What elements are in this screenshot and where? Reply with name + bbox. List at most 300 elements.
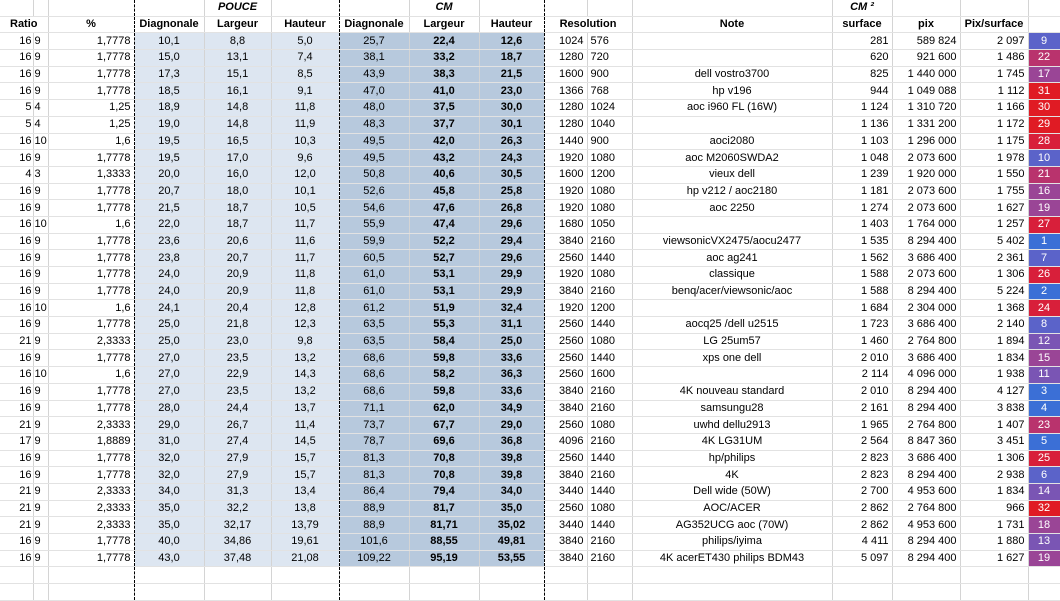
empty-cell (271, 584, 339, 601)
header-resolution: Resolution (544, 16, 632, 33)
rank-cell: 13 (1028, 534, 1060, 551)
surface-cell: 2 862 (832, 517, 892, 534)
diag-in-cell: 19,5 (134, 150, 204, 167)
pix-cell: 921 600 (892, 50, 960, 67)
width-in-cell: 26,7 (204, 417, 271, 434)
height-in-cell: 8,5 (271, 66, 339, 83)
diag-cm-cell: 25,7 (339, 33, 409, 50)
ratio-a-cell: 16 (0, 450, 33, 467)
ratio-b-cell: 3 (33, 166, 48, 183)
ratio-b-cell: 9 (33, 283, 48, 300)
ratio-b-cell: 9 (33, 333, 48, 350)
ratio-a-cell: 16 (0, 200, 33, 217)
res-x-cell: 1920 (544, 267, 587, 284)
width-in-cell: 27,9 (204, 467, 271, 484)
empty-cell (960, 584, 1028, 601)
rank-cell: 30 (1028, 100, 1060, 117)
res-x-cell: 3840 (544, 233, 587, 250)
diag-in-cell: 23,6 (134, 233, 204, 250)
ratio-a-cell: 4 (0, 166, 33, 183)
width-cm-cell: 47,4 (409, 216, 479, 233)
pix-surface-cell: 1 175 (960, 133, 1028, 150)
pix-surface-cell: 2 361 (960, 250, 1028, 267)
note-cell: AOC/ACER (632, 500, 832, 517)
table-row (0, 183, 1060, 200)
rank-cell: 8 (1028, 317, 1060, 334)
res-x-cell: 3440 (544, 483, 587, 500)
height-cm-cell: 53,55 (479, 550, 544, 567)
res-y-cell: 2160 (587, 283, 632, 300)
res-x-cell: 4096 (544, 433, 587, 450)
width-in-cell: 14,8 (204, 100, 271, 117)
width-in-cell: 32,2 (204, 500, 271, 517)
diag-in-cell: 21,5 (134, 200, 204, 217)
rank-cell: 25 (1028, 450, 1060, 467)
width-cm-cell: 59,8 (409, 383, 479, 400)
ratio-percent-cell: 1,7778 (48, 150, 134, 167)
ratio-a-cell: 21 (0, 483, 33, 500)
width-in-cell: 22,9 (204, 367, 271, 384)
ratio-b-cell: 9 (33, 200, 48, 217)
rank-cell: 6 (1028, 467, 1060, 484)
rank-cell: 10 (1028, 150, 1060, 167)
ratio-percent-cell: 1,3333 (48, 166, 134, 183)
note-cell: 4K LG31UM (632, 433, 832, 450)
table-row (0, 433, 1060, 450)
res-x-cell: 1920 (544, 183, 587, 200)
rank-cell: 9 (1028, 33, 1060, 50)
note-cell: uwhd dellu2913 (632, 417, 832, 434)
group-header-cm: CM (409, 0, 479, 16)
res-y-cell: 900 (587, 66, 632, 83)
height-cm-cell: 12,6 (479, 33, 544, 50)
height-cm-cell: 33,6 (479, 383, 544, 400)
height-in-cell: 11,7 (271, 250, 339, 267)
rank-cell: 28 (1028, 133, 1060, 150)
diag-cm-cell: 71,1 (339, 400, 409, 417)
note-cell: benq/acer/viewsonic/aoc (632, 283, 832, 300)
surface-cell: 2 823 (832, 467, 892, 484)
empty-cell (892, 567, 960, 584)
empty-cell (1028, 584, 1060, 601)
height-in-cell: 19,61 (271, 534, 339, 551)
empty-cell (271, 567, 339, 584)
surface-cell: 2 010 (832, 350, 892, 367)
diag-in-cell: 40,0 (134, 534, 204, 551)
width-cm-cell: 37,7 (409, 116, 479, 133)
height-cm-cell: 33,6 (479, 350, 544, 367)
res-x-cell: 2560 (544, 450, 587, 467)
table-row (0, 400, 1060, 417)
res-y-cell: 2160 (587, 534, 632, 551)
diag-cm-cell: 61,0 (339, 267, 409, 284)
diag-in-cell: 32,0 (134, 450, 204, 467)
note-cell: Dell wide (50W) (632, 483, 832, 500)
height-in-cell: 11,8 (271, 100, 339, 117)
ratio-b-cell: 9 (33, 500, 48, 517)
width-cm-cell: 51,9 (409, 300, 479, 317)
pix-surface-cell: 1 834 (960, 483, 1028, 500)
pix-cell: 2 073 600 (892, 267, 960, 284)
ratio-percent-cell: 2,3333 (48, 483, 134, 500)
width-in-cell: 20,9 (204, 283, 271, 300)
res-x-cell: 3440 (544, 517, 587, 534)
pix-surface-cell: 1 257 (960, 216, 1028, 233)
ratio-a-cell: 16 (0, 233, 33, 250)
width-in-cell: 27,4 (204, 433, 271, 450)
diag-in-cell: 10,1 (134, 33, 204, 50)
note-cell: classique (632, 267, 832, 284)
empty-cell (33, 584, 48, 601)
res-y-cell: 576 (587, 33, 632, 50)
diag-cm-cell: 59,9 (339, 233, 409, 250)
width-in-cell: 23,5 (204, 350, 271, 367)
ratio-a-cell: 21 (0, 333, 33, 350)
ratio-b-cell: 10 (33, 300, 48, 317)
pix-cell: 1 049 088 (892, 83, 960, 100)
empty-cell (587, 584, 632, 601)
res-x-cell: 1680 (544, 216, 587, 233)
pix-cell: 3 686 400 (892, 250, 960, 267)
empty-row (0, 584, 1060, 601)
res-x-cell: 1440 (544, 133, 587, 150)
diag-cm-cell: 48,3 (339, 116, 409, 133)
pix-cell: 8 847 360 (892, 433, 960, 450)
surface-cell: 1 965 (832, 417, 892, 434)
table-row (0, 83, 1060, 100)
width-in-cell: 16,0 (204, 166, 271, 183)
empty-cell (48, 584, 134, 601)
table-row (0, 216, 1060, 233)
ratio-b-cell: 9 (33, 433, 48, 450)
width-cm-cell: 59,8 (409, 350, 479, 367)
res-y-cell: 1080 (587, 333, 632, 350)
empty-cell (0, 584, 33, 601)
empty-cell (892, 584, 960, 601)
ratio-percent-cell: 1,7778 (48, 267, 134, 284)
width-cm-cell: 43,2 (409, 150, 479, 167)
res-x-cell: 3840 (544, 383, 587, 400)
table-row (0, 450, 1060, 467)
pix-surface-cell: 1 745 (960, 66, 1028, 83)
pix-surface-cell: 1 938 (960, 367, 1028, 384)
ratio-percent-cell: 1,6 (48, 367, 134, 384)
empty-cell (339, 584, 409, 601)
pix-surface-cell: 1 627 (960, 550, 1028, 567)
ratio-a-cell: 16 (0, 350, 33, 367)
ratio-percent-cell: 1,7778 (48, 350, 134, 367)
empty-cell (832, 567, 892, 584)
res-y-cell: 1440 (587, 350, 632, 367)
ratio-percent-cell: 1,7778 (48, 200, 134, 217)
ratio-b-cell: 9 (33, 150, 48, 167)
empty-cell (48, 567, 134, 584)
diag-in-cell: 28,0 (134, 400, 204, 417)
ratio-a-cell: 16 (0, 50, 33, 67)
diag-cm-cell: 63,5 (339, 333, 409, 350)
pix-cell: 2 304 000 (892, 300, 960, 317)
pix-surface-cell: 1 755 (960, 183, 1028, 200)
note-cell: philips/iyima (632, 534, 832, 551)
table-row (0, 383, 1060, 400)
rank-cell: 16 (1028, 183, 1060, 200)
height-in-cell: 10,5 (271, 200, 339, 217)
rank-cell: 27 (1028, 216, 1060, 233)
note-cell: vieux dell (632, 166, 832, 183)
ratio-a-cell: 16 (0, 250, 33, 267)
height-in-cell: 15,7 (271, 450, 339, 467)
rank-cell: 4 (1028, 400, 1060, 417)
res-x-cell: 2560 (544, 417, 587, 434)
height-cm-cell: 31,1 (479, 317, 544, 334)
pix-surface-cell: 1 407 (960, 417, 1028, 434)
note-cell: hp/philips (632, 450, 832, 467)
res-x-cell: 1920 (544, 150, 587, 167)
ratio-b-cell: 9 (33, 517, 48, 534)
table-row (0, 33, 1060, 50)
table-row (0, 350, 1060, 367)
ratio-b-cell: 9 (33, 417, 48, 434)
res-x-cell: 1280 (544, 50, 587, 67)
ratio-percent-cell: 1,7778 (48, 400, 134, 417)
res-y-cell: 1600 (587, 367, 632, 384)
rank-cell: 12 (1028, 333, 1060, 350)
ratio-a-cell: 17 (0, 433, 33, 450)
pix-cell: 2 764 800 (892, 500, 960, 517)
pix-surface-cell: 2 938 (960, 467, 1028, 484)
ratio-a-cell: 16 (0, 83, 33, 100)
res-y-cell: 1440 (587, 317, 632, 334)
height-in-cell: 13,2 (271, 350, 339, 367)
ratio-a-cell: 16 (0, 183, 33, 200)
res-x-cell: 3840 (544, 283, 587, 300)
empty-cell (632, 584, 832, 601)
ratio-percent-cell: 1,7778 (48, 233, 134, 250)
diag-in-cell: 24,0 (134, 283, 204, 300)
width-cm-cell: 45,8 (409, 183, 479, 200)
note-cell: aoc M2060SWDA2 (632, 150, 832, 167)
diag-cm-cell: 47,0 (339, 83, 409, 100)
pix-cell: 3 686 400 (892, 450, 960, 467)
res-x-cell: 1280 (544, 100, 587, 117)
rank-cell: 22 (1028, 50, 1060, 67)
ratio-b-cell: 10 (33, 367, 48, 384)
height-in-cell: 12,3 (271, 317, 339, 334)
height-in-cell: 14,3 (271, 367, 339, 384)
diag-in-cell: 22,0 (134, 216, 204, 233)
pix-surface-cell: 1 880 (960, 534, 1028, 551)
rank-cell: 18 (1028, 517, 1060, 534)
pix-surface-cell: 1 550 (960, 166, 1028, 183)
ratio-b-cell: 4 (33, 100, 48, 117)
group-header-row (0, 0, 1060, 16)
res-x-cell: 2560 (544, 333, 587, 350)
diag-in-cell: 19,5 (134, 133, 204, 150)
table-row (0, 300, 1060, 317)
res-y-cell: 1440 (587, 450, 632, 467)
note-cell: viewsonicVX2475/aocu2477 (632, 233, 832, 250)
ratio-b-cell: 9 (33, 83, 48, 100)
pix-cell: 8 294 400 (892, 233, 960, 250)
table-row (0, 417, 1060, 434)
width-in-cell: 34,86 (204, 534, 271, 551)
diag-in-cell: 35,0 (134, 517, 204, 534)
height-cm-cell: 29,4 (479, 233, 544, 250)
note-cell: hp v196 (632, 83, 832, 100)
empty-cell (1028, 567, 1060, 584)
pix-surface-cell: 1 306 (960, 450, 1028, 467)
ratio-b-cell: 9 (33, 233, 48, 250)
width-cm-cell: 81,71 (409, 517, 479, 534)
header-ratio: Ratio (0, 16, 48, 33)
height-cm-cell: 23,0 (479, 83, 544, 100)
ratio-a-cell: 16 (0, 383, 33, 400)
height-cm-cell: 29,0 (479, 417, 544, 434)
height-cm-cell: 24,3 (479, 150, 544, 167)
note-cell: AG352UCG aoc (70W) (632, 517, 832, 534)
width-in-cell: 16,1 (204, 83, 271, 100)
table-row (0, 550, 1060, 567)
header-diag-cm: Diagnonale (339, 16, 409, 33)
note-cell: 4K (632, 467, 832, 484)
width-in-cell: 32,17 (204, 517, 271, 534)
pix-surface-cell: 1 894 (960, 333, 1028, 350)
pix-surface-cell: 1 166 (960, 100, 1028, 117)
ratio-percent-cell: 1,7778 (48, 66, 134, 83)
ratio-percent-cell: 2,3333 (48, 500, 134, 517)
res-y-cell: 1024 (587, 100, 632, 117)
ratio-b-cell: 9 (33, 66, 48, 83)
width-cm-cell: 47,6 (409, 200, 479, 217)
height-in-cell: 10,1 (271, 183, 339, 200)
surface-cell: 2 700 (832, 483, 892, 500)
pix-cell: 2 073 600 (892, 150, 960, 167)
table-row (0, 534, 1060, 551)
width-cm-cell: 58,4 (409, 333, 479, 350)
column-header-row (0, 16, 1060, 33)
note-cell (632, 50, 832, 67)
height-in-cell: 11,4 (271, 417, 339, 434)
width-in-cell: 20,4 (204, 300, 271, 317)
table-row (0, 66, 1060, 83)
surface-cell: 1 274 (832, 200, 892, 217)
ratio-b-cell: 9 (33, 250, 48, 267)
width-cm-cell: 52,7 (409, 250, 479, 267)
surface-cell: 2 010 (832, 383, 892, 400)
pix-cell: 8 294 400 (892, 534, 960, 551)
ratio-percent-cell: 1,7778 (48, 50, 134, 67)
diag-cm-cell: 86,4 (339, 483, 409, 500)
empty-cell (134, 584, 204, 601)
diag-cm-cell: 68,6 (339, 350, 409, 367)
diag-cm-cell: 61,2 (339, 300, 409, 317)
diag-in-cell: 17,3 (134, 66, 204, 83)
pix-cell: 589 824 (892, 33, 960, 50)
diag-in-cell: 23,8 (134, 250, 204, 267)
diag-cm-cell: 49,5 (339, 150, 409, 167)
diag-in-cell: 29,0 (134, 417, 204, 434)
diag-cm-cell: 78,7 (339, 433, 409, 450)
width-in-cell: 13,1 (204, 50, 271, 67)
width-in-cell: 14,8 (204, 116, 271, 133)
surface-cell: 1 124 (832, 100, 892, 117)
ratio-percent-cell: 1,7778 (48, 183, 134, 200)
table-row (0, 166, 1060, 183)
empty-cell (339, 567, 409, 584)
ratio-percent-cell: 1,7778 (48, 317, 134, 334)
note-cell: aocq25 /dell u2515 (632, 317, 832, 334)
res-y-cell: 1200 (587, 300, 632, 317)
surface-cell: 4 411 (832, 534, 892, 551)
res-y-cell: 1080 (587, 200, 632, 217)
ratio-percent-cell: 1,7778 (48, 250, 134, 267)
height-cm-cell: 29,6 (479, 216, 544, 233)
height-in-cell: 13,7 (271, 400, 339, 417)
pix-surface-cell: 1 627 (960, 200, 1028, 217)
table-row (0, 333, 1060, 350)
group-header-cm2: CM ² (832, 0, 892, 16)
height-in-cell: 10,3 (271, 133, 339, 150)
surface-cell: 2 862 (832, 500, 892, 517)
diag-cm-cell: 55,9 (339, 216, 409, 233)
surface-cell: 825 (832, 66, 892, 83)
height-cm-cell: 29,9 (479, 283, 544, 300)
res-y-cell: 1200 (587, 166, 632, 183)
res-x-cell: 1600 (544, 166, 587, 183)
ratio-percent-cell: 2,3333 (48, 333, 134, 350)
ratio-a-cell: 16 (0, 133, 33, 150)
res-x-cell: 1024 (544, 33, 587, 50)
header-surface: surface (832, 16, 892, 33)
res-y-cell: 2160 (587, 383, 632, 400)
diag-cm-cell: 68,6 (339, 383, 409, 400)
width-in-cell: 20,6 (204, 233, 271, 250)
res-x-cell: 3840 (544, 400, 587, 417)
header-note: Note (632, 16, 832, 33)
res-x-cell: 2560 (544, 250, 587, 267)
width-cm-cell: 53,1 (409, 267, 479, 284)
height-in-cell: 21,08 (271, 550, 339, 567)
res-y-cell: 2160 (587, 233, 632, 250)
ratio-a-cell: 16 (0, 216, 33, 233)
note-cell: 4K nouveau standard (632, 383, 832, 400)
rank-cell: 7 (1028, 250, 1060, 267)
pix-surface-cell: 5 402 (960, 233, 1028, 250)
res-x-cell: 1366 (544, 83, 587, 100)
height-in-cell: 9,6 (271, 150, 339, 167)
res-y-cell: 900 (587, 133, 632, 150)
header-pix-surface: Pix/surface (960, 16, 1028, 33)
height-in-cell: 11,9 (271, 116, 339, 133)
width-cm-cell: 58,2 (409, 367, 479, 384)
surface-cell: 2 161 (832, 400, 892, 417)
surface-cell: 620 (832, 50, 892, 67)
ratio-b-cell: 9 (33, 383, 48, 400)
width-in-cell: 18,7 (204, 216, 271, 233)
height-cm-cell: 29,9 (479, 267, 544, 284)
pix-surface-cell: 1 172 (960, 116, 1028, 133)
ratio-percent-cell: 1,7778 (48, 383, 134, 400)
height-in-cell: 12,8 (271, 300, 339, 317)
ratio-a-cell: 16 (0, 550, 33, 567)
width-cm-cell: 52,2 (409, 233, 479, 250)
res-x-cell: 2560 (544, 367, 587, 384)
res-y-cell: 2160 (587, 433, 632, 450)
height-in-cell: 15,7 (271, 467, 339, 484)
rank-cell: 2 (1028, 283, 1060, 300)
res-y-cell: 1440 (587, 517, 632, 534)
diag-in-cell: 35,0 (134, 500, 204, 517)
